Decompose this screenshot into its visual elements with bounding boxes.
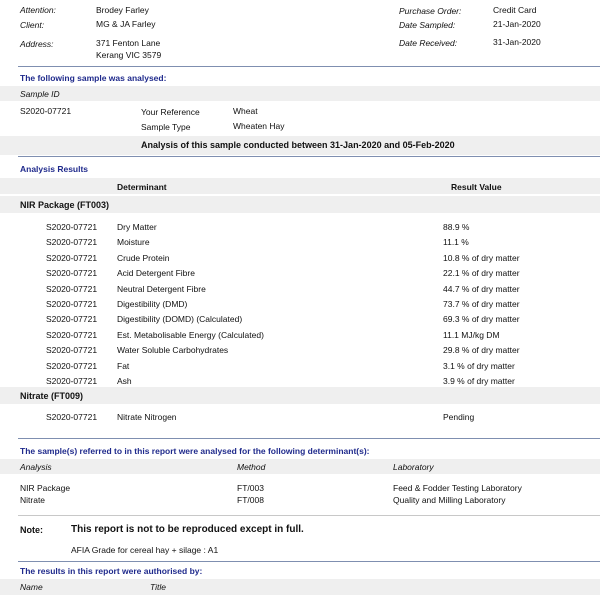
methods-heading: The sample(s) referred to in this report were analysed for the following determinant(s): bbox=[20, 446, 370, 456]
row-sample-id: S2020-07721 bbox=[46, 252, 98, 263]
nitrate-group-band bbox=[0, 387, 600, 404]
sample-id-label: Sample ID bbox=[20, 89, 60, 99]
col-analysis: Analysis bbox=[20, 462, 52, 472]
row-determinant: Digestibility (DMD) bbox=[117, 299, 188, 309]
reference-value: Wheat bbox=[233, 106, 258, 116]
sampled-label: Date Sampled: bbox=[399, 20, 456, 30]
row-determinant: Neutral Detergent Fibre bbox=[117, 283, 206, 294]
sample-id-band bbox=[0, 86, 600, 101]
divider bbox=[18, 66, 600, 67]
row-sample-id: S2020-07721 bbox=[46, 314, 98, 325]
po-label: Purchase Order: bbox=[399, 6, 462, 16]
col-result: Result Value bbox=[451, 182, 502, 192]
method-code: FT/008 bbox=[237, 495, 264, 505]
received-value: 31-Jan-2020 bbox=[493, 37, 541, 47]
methods-header-band bbox=[0, 459, 600, 474]
row-sample-id: S2020-07721 bbox=[46, 283, 98, 294]
nitrate-group-title: Nitrate (FT009) bbox=[20, 391, 84, 401]
sample-id: S2020-07721 bbox=[20, 106, 72, 116]
row-determinant: Nitrate Nitrogen bbox=[117, 412, 177, 422]
method-code: FT/003 bbox=[237, 483, 264, 493]
row-sample-id: S2020-07721 bbox=[46, 222, 98, 232]
client-value: MG & JA Farley bbox=[96, 19, 156, 29]
row-determinant: Ash bbox=[117, 376, 132, 386]
row-sample-id: S2020-07721 bbox=[46, 345, 98, 356]
row-sample-id: S2020-07721 bbox=[46, 237, 98, 248]
row-result: 29.8 % of dry matter bbox=[443, 345, 520, 356]
sample-heading: The following sample was analysed: bbox=[20, 73, 167, 83]
row-result: 3.9 % of dry matter bbox=[443, 376, 515, 386]
row-result: 10.8 % of dry matter bbox=[443, 252, 520, 263]
authorised-header-band bbox=[0, 579, 600, 595]
afia-grade: AFIA Grade for cereal hay + silage : A1 bbox=[71, 545, 219, 555]
row-determinant: Moisture bbox=[117, 237, 150, 248]
row-determinant: Crude Protein bbox=[117, 252, 170, 263]
sample-type-label: Sample Type bbox=[141, 122, 191, 132]
sampled-value: 21-Jan-2020 bbox=[493, 19, 541, 29]
client-label: Client: bbox=[20, 20, 45, 30]
row-determinant: Dry Matter bbox=[117, 222, 157, 232]
row-result: 88.9 % bbox=[443, 222, 470, 232]
divider bbox=[18, 561, 600, 562]
row-result: 44.7 % of dry matter bbox=[443, 283, 520, 294]
divider bbox=[18, 438, 600, 439]
row-sample-id: S2020-07721 bbox=[46, 412, 98, 422]
method-analysis: Nitrate bbox=[20, 495, 46, 505]
row-result: 22.1 % of dry matter bbox=[443, 268, 520, 279]
col-method: Method bbox=[237, 462, 266, 472]
row-determinant: Fat bbox=[117, 360, 130, 371]
row-determinant: Est. Metabolisable Energy (Calculated) bbox=[117, 329, 264, 340]
results-heading: Analysis Results bbox=[20, 164, 89, 174]
row-determinant: Digestibility (DOMD) (Calculated) bbox=[117, 314, 243, 325]
row-result: 3.1 % of dry matter bbox=[443, 360, 515, 371]
col-laboratory: Laboratory bbox=[393, 462, 434, 472]
divider bbox=[18, 156, 600, 157]
row-result: 11.1 MJ/kg DM bbox=[443, 329, 500, 340]
note-label: Note: bbox=[20, 525, 43, 535]
divider bbox=[18, 515, 600, 516]
row-determinant: Acid Detergent Fibre bbox=[117, 268, 195, 279]
row-sample-id: S2020-07721 bbox=[46, 376, 98, 386]
method-laboratory: Feed & Fodder Testing Laboratory bbox=[393, 483, 522, 493]
method-laboratory: Quality and Milling Laboratory bbox=[393, 495, 506, 505]
address-line1: 371 Fenton Lane bbox=[96, 38, 161, 48]
authorised-heading: The results in this report were authorised by: bbox=[20, 566, 203, 576]
row-sample-id: S2020-07721 bbox=[46, 268, 98, 279]
row-determinant: Water Soluble Carbohydrates bbox=[117, 345, 229, 356]
row-result: 73.7 % of dry matter bbox=[443, 299, 520, 309]
row-result: Pending bbox=[443, 412, 475, 422]
row-sample-id: S2020-07721 bbox=[46, 329, 98, 340]
analysis-period: Analysis of this sample conducted between 31-Jan-2020 and 05-Feb-2020 bbox=[141, 140, 455, 150]
col-name: Name bbox=[20, 582, 43, 592]
method-analysis: NIR Package bbox=[20, 483, 71, 493]
results-header-band bbox=[0, 178, 600, 194]
received-label: Date Received: bbox=[399, 38, 458, 48]
po-value: Credit Card bbox=[493, 5, 537, 15]
row-sample-id: S2020-07721 bbox=[46, 360, 98, 371]
address-line2: Kerang VIC 3579 bbox=[96, 50, 162, 60]
col-determinant: Determinant bbox=[117, 182, 167, 192]
sample-type-value: Wheaten Hay bbox=[233, 121, 285, 131]
attention-label: Attention: bbox=[20, 5, 56, 15]
reference-label: Your Reference bbox=[141, 107, 200, 117]
row-result: 69.3 % of dry matter bbox=[443, 314, 520, 325]
row-result: 11.1 % bbox=[443, 237, 469, 248]
note-text: This report is not to be reproduced except in full. bbox=[71, 524, 304, 535]
address-label: Address: bbox=[20, 39, 54, 49]
col-title: Title bbox=[150, 582, 166, 592]
nir-group-title: NIR Package (FT003) bbox=[20, 200, 110, 210]
attention-value: Brodey Farley bbox=[96, 5, 149, 15]
row-sample-id: S2020-07721 bbox=[46, 299, 98, 309]
